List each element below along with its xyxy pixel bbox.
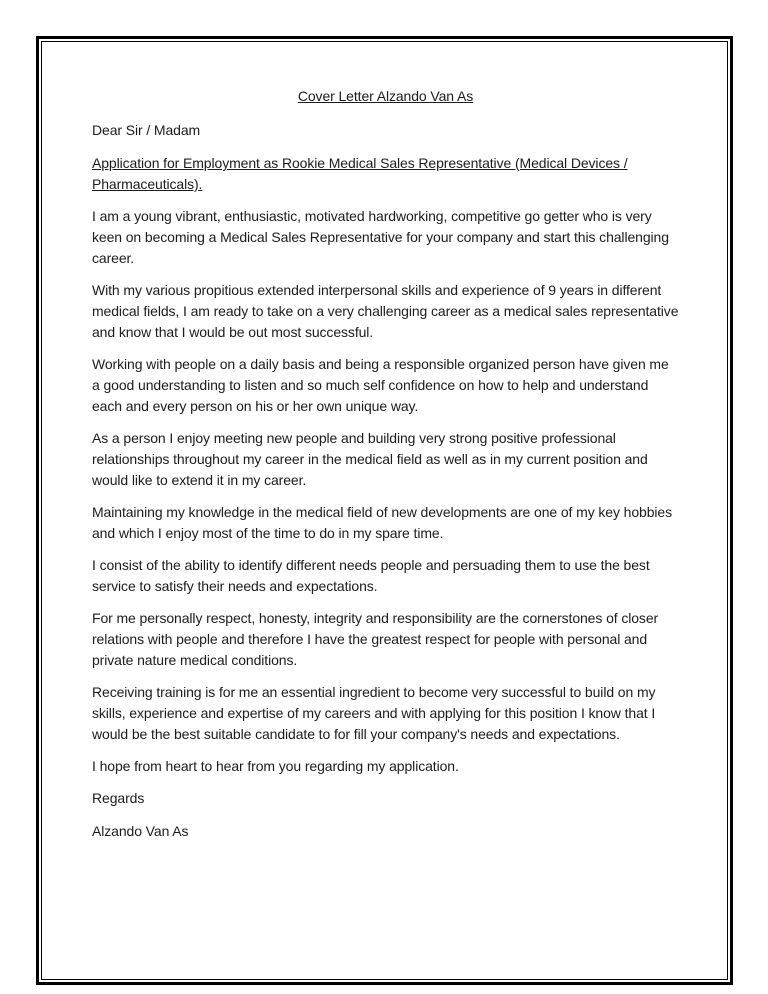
paragraph-4: As a person I enjoy meeting new people and building very strong positive professional relationships throughout my career in the medical field as well as in my current position and would like to extend it in my career. xyxy=(92,430,648,488)
paragraph-1: I am a young vibrant, enthusiastic, motivated hardworking, competitive go getter who is very keen on becoming a Medical Sales Representative for your company and start this challenging career. xyxy=(92,208,669,266)
paragraph-5: Maintaining my knowledge in the medical field of new developments are one of my key hobbies and which I enjoy most of the time to do in my spare time. xyxy=(92,504,673,541)
salutation: Dear Sir / Madam xyxy=(92,122,201,138)
document-title: Cover Letter Alzando Van As xyxy=(297,88,474,104)
paragraph-8: Receiving training is for me an essential ingredient to become very successful to build on my skills, experience and expertise of my careers and with applying for this position I know that I would be the best suitable candidate to for fill your company's needs and expectations. xyxy=(92,684,656,742)
paragraph-3: Working with people on a daily basis and being a responsible organized person have given me a good understanding to listen and so much self confidence on how to help and understand each and every person on his or her own unique way. xyxy=(92,356,669,414)
letter-content xyxy=(42,42,727,842)
page-border-outer xyxy=(36,36,733,985)
paragraph-9: I hope from heart to hear from you regarding my application. xyxy=(92,758,459,774)
subject-line: Application for Employment as Rookie Medical Sales Representative (Medical Devices / Pharmaceuticals). xyxy=(92,155,628,192)
signature: Alzando Van As xyxy=(92,823,189,839)
page-border-inner xyxy=(41,41,728,980)
paragraph-2: With my various propitious extended interpersonal skills and experience of 9 years in different medical fields, I am ready to take on a very challenging career as a medical sales representative and know that I would be out most successful. xyxy=(92,282,679,340)
paragraph-6: I consist of the ability to identify different needs people and persuading them to use the best service to satisfy their needs and expectations. xyxy=(92,557,650,594)
closing: Regards xyxy=(92,790,145,806)
paragraph-7: For me personally respect, honesty, integrity and responsibility are the cornerstones of closer relations with people and therefore I have the greatest respect for people with personal and private nature medical conditions. xyxy=(92,610,659,668)
